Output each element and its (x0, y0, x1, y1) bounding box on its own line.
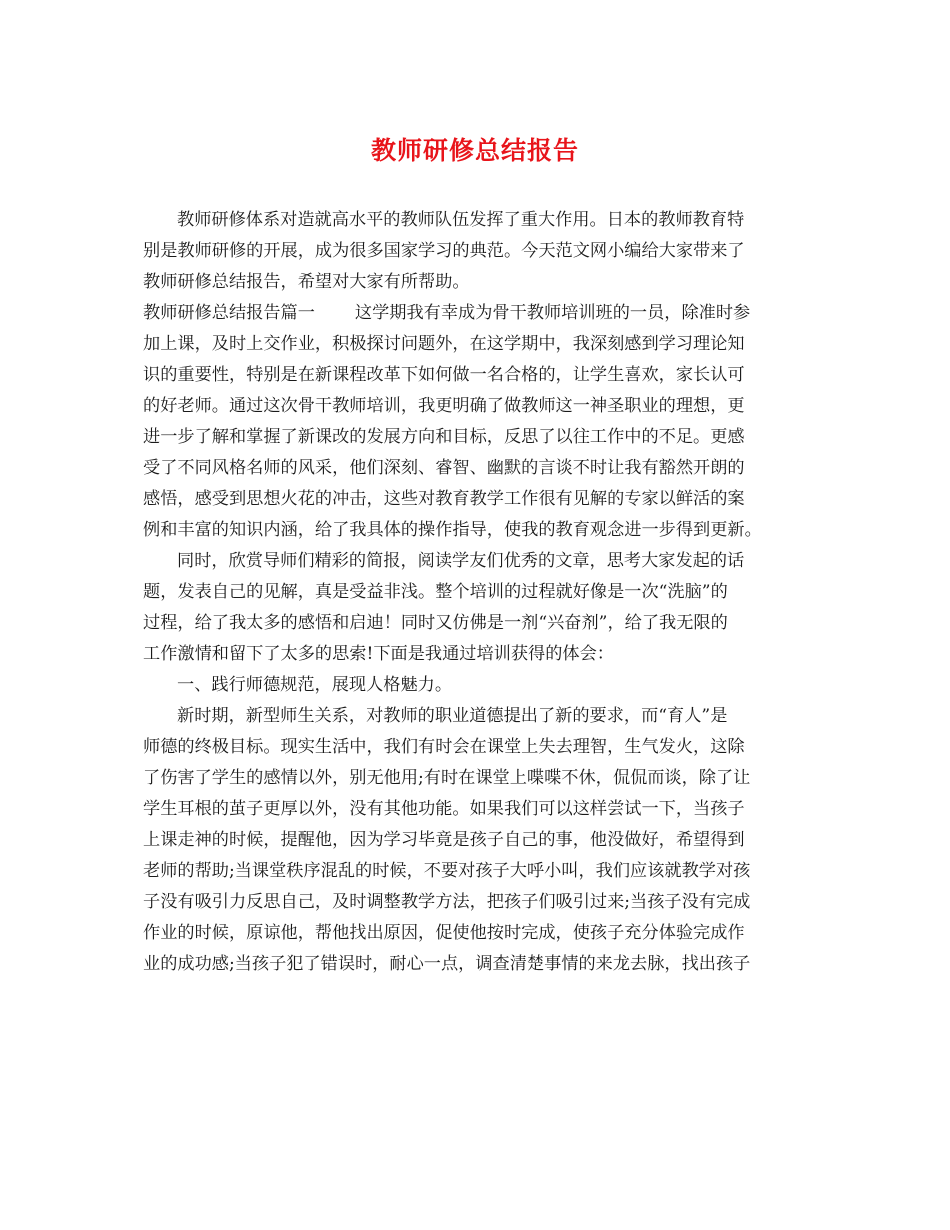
document-body (143, 205, 807, 980)
paragraph-line: 的好老师。通过这次骨干教师培训，我更明确了做教师这一神圣职业的理想，更 (143, 396, 745, 416)
paragraph-line: 识的重要性，特别是在新课程改革下如何做一名合格的，让学生喜欢，家长认可 (143, 365, 745, 385)
paragraph-line: 了伤害了学生的感情以外，别无他用;有时在课堂上喋喋不休，侃侃而谈，除了让 (143, 768, 751, 788)
paragraph-line: 教师研修总结报告，希望对大家有所帮助。 (143, 272, 470, 292)
paragraph-line: 加上课，及时上交作业，积极探讨问题外，在这学期中，我深刻感到学习理论知 (143, 334, 745, 354)
paragraph-line: 进一步了解和掌握了新课改的发展方向和目标，反思了以往工作中的不足。更感 (143, 427, 745, 447)
paragraph-text: 这学期我有幸成为骨干教师培训班的一员，除准时参 (354, 303, 751, 323)
section-heading: 教师研修总结报告篇一 (143, 303, 315, 323)
paragraph-line: 受了不同风格名师的风采，他们深刻、睿智、幽默的言谈不时让我有豁然开朗的 (143, 458, 745, 478)
paragraph-line: 过程，给了我太多的感悟和启迪！同时又仿佛是一剂“兴奋剂”，给了我无限的 (143, 613, 728, 633)
paragraph-line: 老师的帮助;当课堂秩序混乱的时候，不要对孩子大呼小叫，我们应该就教学对孩 (143, 861, 751, 881)
paragraph-line: 子没有吸引力反思自己，及时调整教学方法，把孩子们吸引过来;当孩子没有完成 (143, 892, 751, 912)
paragraph-line: 教师研修体系对造就高水平的教师队伍发挥了重大作用。日本的教师教育特 (177, 210, 745, 230)
paragraph-line: 业的成功感;当孩子犯了错误时，耐心一点，调查清楚事情的来龙去脉，找出孩子 (143, 954, 751, 974)
paragraph-line: 工作激情和留下了太多的思索!下面是我通过培训获得的体会： (143, 644, 614, 664)
subheading-line: 一、践行师德规范，展现人格魅力。 (177, 675, 453, 695)
paragraph-line: 别是教师研修的开展，成为很多国家学习的典范。今天范文网小编给大家带来了 (143, 241, 745, 261)
document-title: 教师研修总结报告 (370, 136, 579, 165)
paragraph-line: 学生耳根的茧子更厚以外，没有其他功能。如果我们可以这样尝试一下，当孩子 (143, 799, 745, 819)
paragraph-line: 新时期，新型师生关系，对教师的职业道德提出了新的要求，而“育人”是 (177, 706, 728, 726)
paragraph-line: 上课走神的时候，提醒他，因为学习毕竟是孩子自己的事，他没做好，希望得到 (143, 830, 745, 850)
paragraph-line: 感悟，感受到思想火花的冲击，这些对教育教学工作很有见解的专家以鲜活的案 (143, 489, 745, 509)
paragraph-line: 题，发表自己的见解，真是受益非浅。整个培训的过程就好像是一次“洗脑”的 (143, 582, 728, 602)
paragraph-line: 同时，欣赏导师们精彩的简报，阅读学友们优秀的文章，思考大家发起的话 (177, 551, 745, 571)
paragraph-line: 作业的时候，原谅他，帮他找出原因，促使他按时完成，使孩子充分体验完成作 (143, 923, 745, 943)
paragraph-line: 例和丰富的知识内涵，给了我具体的操作指导，使我的教育观念进一步得到更新。 (143, 520, 762, 540)
section-heading-line (143, 298, 807, 329)
paragraph-line: 师德的终极目标。现实生活中，我们有时会在课堂上失去理智，生气发火，这除 (143, 737, 745, 757)
